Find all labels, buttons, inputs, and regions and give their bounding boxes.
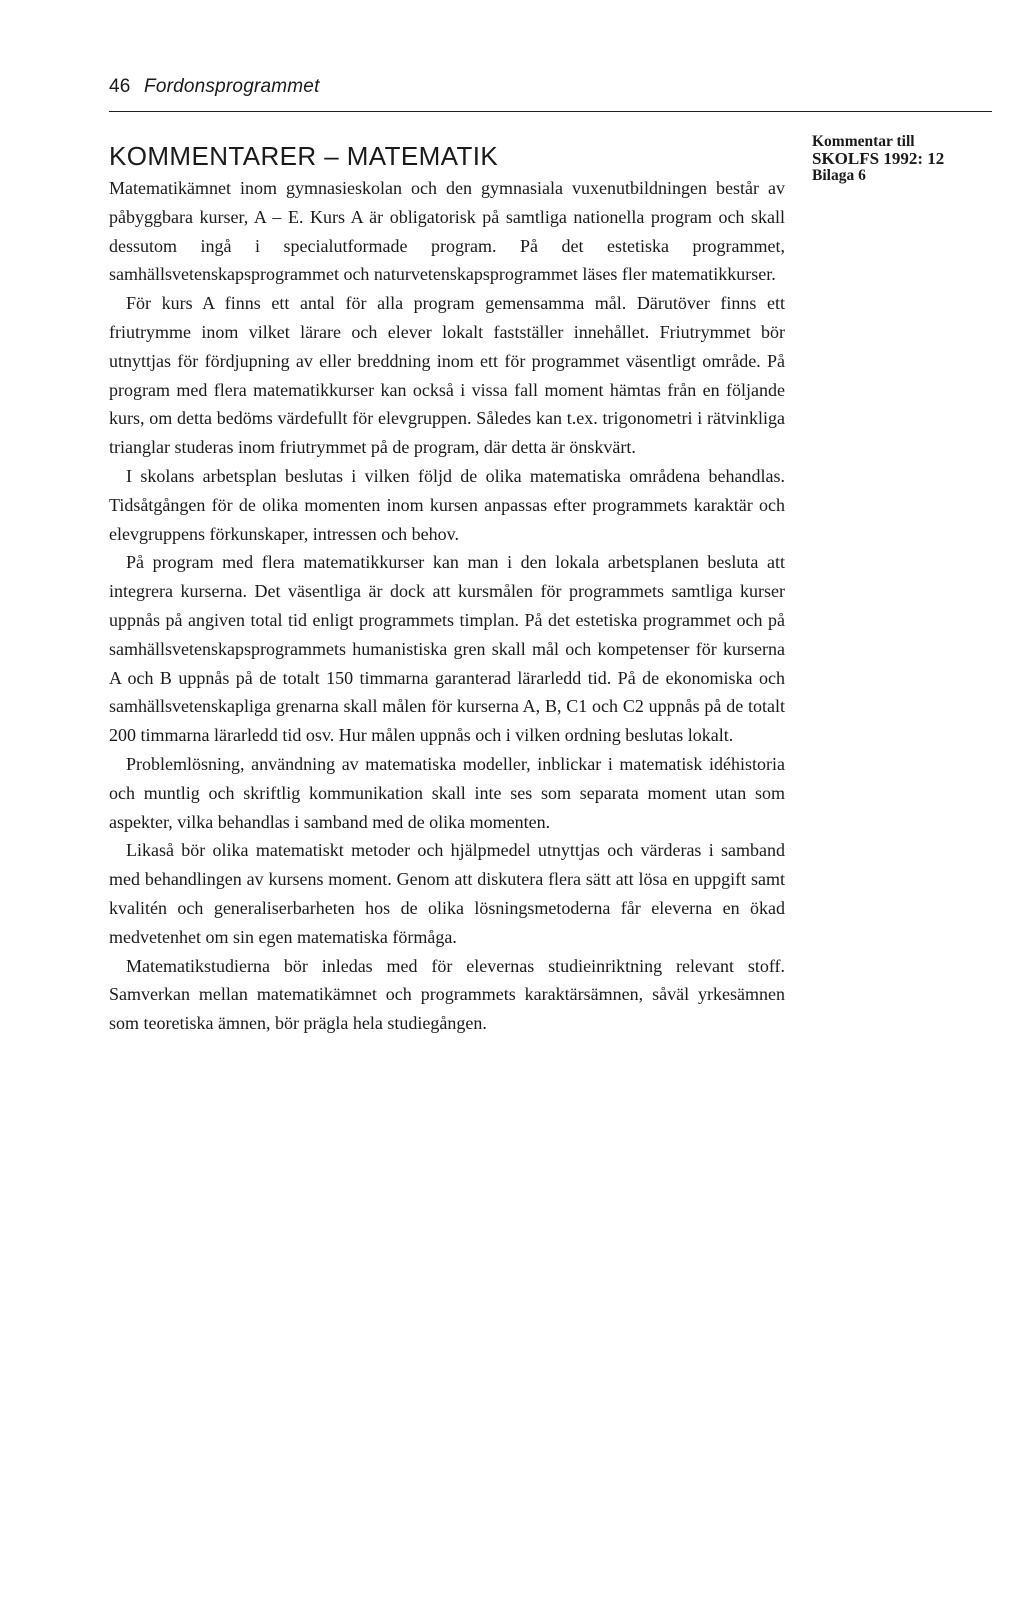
margin-reference: [812, 133, 1002, 184]
paragraph: Problemlösning, användning av matematiska modeller, inblickar i matematisk idéhistoria och muntlig och skriftlig kommunikation skall inte ses som separata moment utan som aspekter, vilka behandlas i samband med de olika momenten.: [109, 753, 785, 832]
running-header: [109, 76, 320, 98]
page-number: 46: [109, 76, 131, 97]
paragraph: Matematikämnet inom gymnasieskolan och den gymnasiala vuxenutbildningen består av påbyggbara kurser, A – E. Kurs A är obligatorisk på samtliga nationella program och skall dessutom ingå i specialutformade program. På det estetiska programmet, samhällsvetenskapsprogrammet och naturvetenskapsprogrammet läses fler matematikkurser.: [109, 178, 785, 285]
page-heading: KOMMENTARER – MATEMATIK: [109, 141, 499, 171]
margin-reference-line-3: Bilaga 6: [812, 167, 866, 184]
paragraph: Matematikstudierna bör inledas med för elevernas studieinriktning relevant stoff. Samverkan mellan matematikämnet och programmets karaktärsämnen, såväl yrkesämnen som teoretiska ämnen, bör prägla hela studiegången.: [109, 955, 785, 1034]
paragraph: På program med flera matematikkurser kan man i den lokala arbetsplanen besluta att integrera kurserna. Det väsentliga är dock att kursmålen för programmets samtliga kurser uppnås på angiven total tid enligt programmets timplan. På det estetiska programmet och på samhällsvetenskapsprogrammets humanistiska gren skall mål och kompetenser för kurserna A och B uppnås på de totalt 150 timmarna garanterad lärarledd tid. På de ekonomiska och samhällsvetenskapliga grenarna skall målen för kurserna A, B, C1 och C2 uppnås på de totalt 200 timmarna lärarledd tid osv. Hur målen uppnås och i vilken ordning beslutas lokalt.: [109, 552, 785, 746]
paragraph: Likaså bör olika matematiskt metoder och hjälpmedel utnyttjas och värderas i samband med behandlingen av kursens moment. Genom att diskutera flera sätt att lösa en uppgift samt kvalitén och generaliserbarheten hos de olika lösningsmetoderna får eleverna en ökad medvetenhet om sin egen matematiska förmåga.: [109, 840, 785, 947]
margin-reference-line-1: Kommentar till: [812, 133, 915, 150]
body-text: [109, 174, 785, 1038]
paragraph: För kurs A finns ett antal för alla program gemensamma mål. Därutöver finns ett friutrymme inom vilket lärare och elever lokalt fastställer innehållet. Friutrymmet bör utnyttjas för fördjupning av eller breddning inom ett för programmet väsentligt område. På program med flera matematikkurser kan också i vissa fall moment hämtas från en följande kurs, om detta bedöms värdefullt för elevgruppen. Således kan t.ex. trigonometri i rätvinkliga trianglar studeras inom friutrymmet på de program, där detta är önskvärt.: [109, 293, 785, 458]
paragraph: I skolans arbetsplan beslutas i vilken följd de olika matematiska områdena behandlas. Tidsåtgången för de olika momenten inom kursen anpassas efter programmets karaktär och elevgruppens förkunskaper, intressen och behov.: [109, 465, 785, 544]
section-title: Fordonsprogrammet: [144, 76, 320, 97]
margin-reference-line-2: SKOLFS 1992: 12: [812, 149, 945, 168]
header-rule: [109, 111, 992, 112]
